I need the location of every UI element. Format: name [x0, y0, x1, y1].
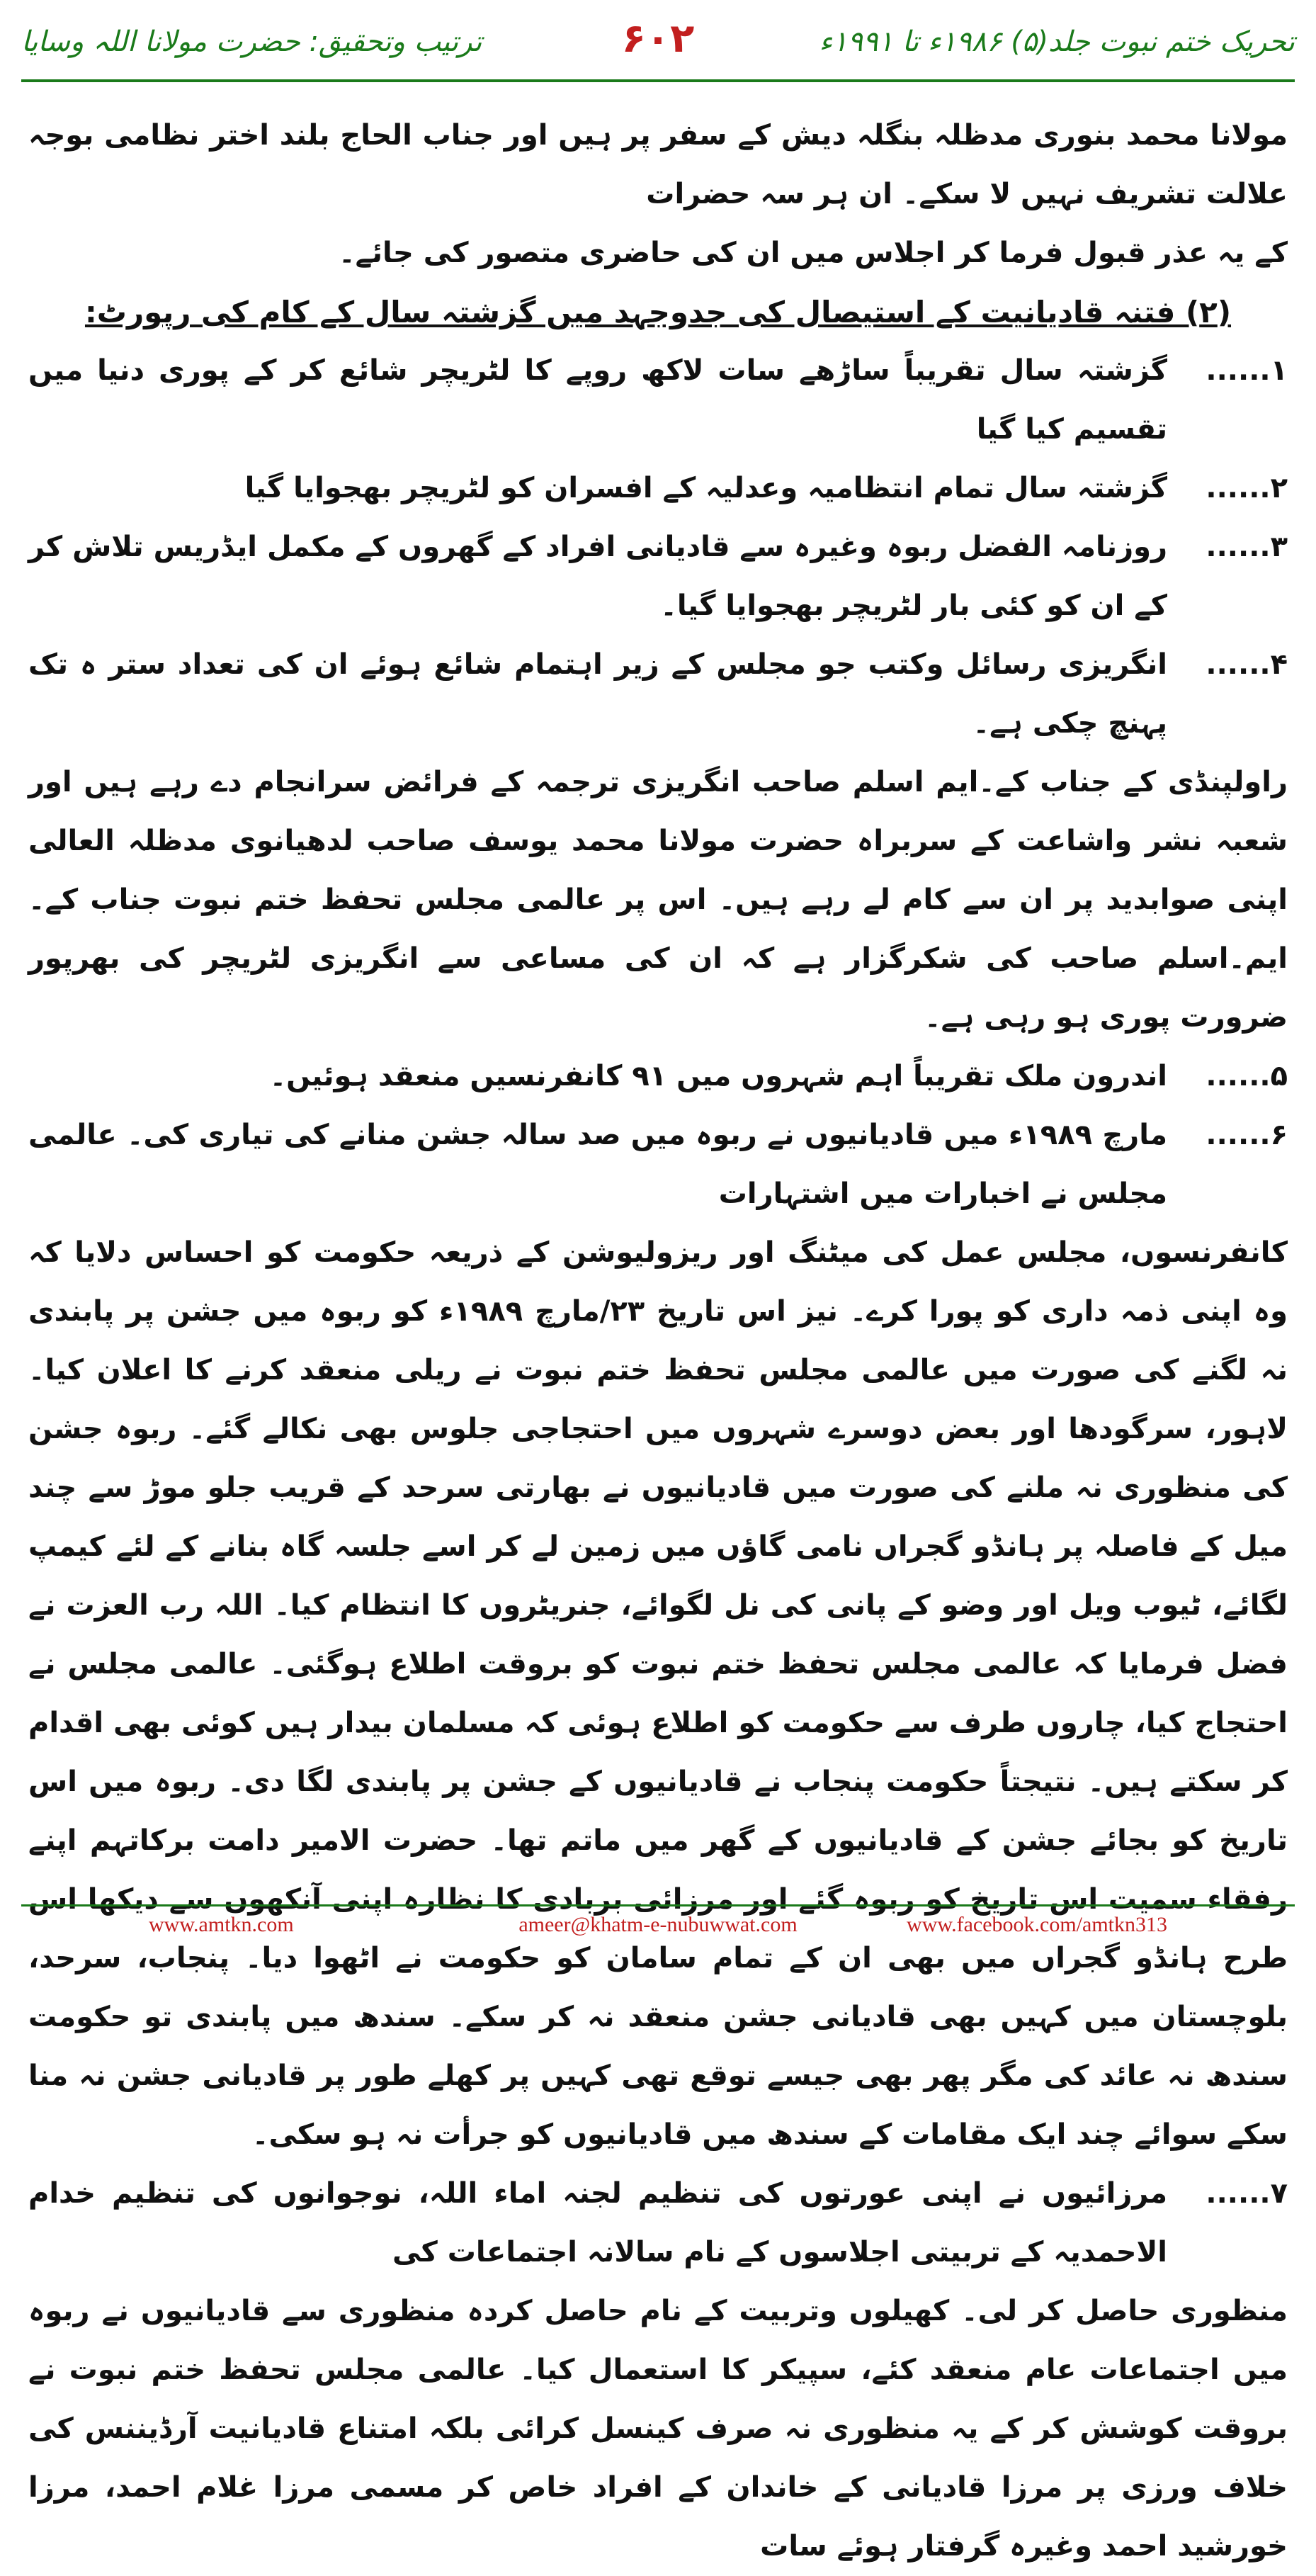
page-footer [21, 1913, 1295, 1948]
item-text: گزشتہ سال تقریباً ساڑھے سات لاکھ روپے کا لٹریچر شائع کر کے پوری دنیا میں تقسیم کیا گیا [28, 354, 1167, 446]
item-text: مارچ ۱۹۸۹ء میں قادیانیوں نے ربوہ میں صد سالہ جشن منانے کی تیاری کی۔ عالمی مجلس نے اخبارات میں اشتہارات [28, 1119, 1167, 1210]
item-text: انگریزی رسائل وکتب جو مجلس کے زیر اہتمام شائع ہوئے ان کی تعداد ستر ہ تک پہنچ چکی ہے۔ [28, 648, 1167, 740]
compiler-credit: ترتیب وتحقیق: حضرت مولانا اللہ وسایا [21, 26, 482, 58]
list-item [28, 1047, 1288, 1106]
item-text: گزشتہ سال تمام انتظامیہ وعدلیہ کے افسران کو لٹریچر بھجوایا گیا [244, 472, 1167, 504]
item-number: ۲...... [1206, 472, 1288, 504]
list-item [28, 459, 1288, 518]
item-number: ۳...... [1206, 531, 1288, 563]
item-number: ۷...... [1206, 2177, 1288, 2210]
list-item [28, 635, 1288, 753]
book-title: تحریک ختم نبوت جلد(۵) ۱۹۸۶ء تا ۱۹۹۱ء [819, 26, 1295, 58]
item-text: روزنامہ الفضل ربوہ وغیرہ سے قادیانی افراد کے گھروں کے مکمل ایڈریس تلاش کر کے ان کو کئی بار لٹریچر بھجوایا گیا۔ [28, 531, 1167, 622]
item-text: مرزائیوں نے اپنی عورتوں کی تنظیم لجنہ اماء اللہ، نوجوانوں کی تنظیم خدام الاحمدیہ کے تربیتی اجلاسوں کے نام سالانہ اجتماعات کی [28, 2177, 1167, 2269]
list-item [28, 518, 1288, 635]
page-number: ۶۰۲ [621, 16, 695, 62]
website-link[interactable]: www.amtkn.com [149, 1913, 294, 1936]
item-number: ۵...... [1206, 1060, 1288, 1092]
list-item [28, 341, 1288, 459]
intro-line-1: مولانا محمد بنوری مدظلہ بنگلہ دیش کے سفر پر ہیں اور جناب الحاج بلند اختر نظامی بوجہ علالت تشریف نہیں لا سکے۔ ان ہر سہ حضرات [28, 119, 1288, 210]
paragraph-rabwah-jashn: کانفرنسوں، مجلس عمل کی میٹنگ اور ریزولیوشن کے ذریعہ حکومت کو احساس دلایا کہ وہ اپنی ذمہ داری کو پورا کرے۔ نیز اس تاریخ ۲۳/مارچ ۱۹۸۹ء کو ربوہ میں جشن پر پابندی نہ لگنے کی صورت میں عالمی مجلس تحفظ ختم نبوت نے ریلی منعقد کرنے کا اعلان کیا۔ لاہور، سرگودھا اور بعض دوسرے شہروں میں احتجاجی جلوس بھی نکالے گئے۔ ربوہ جشن کی منظوری نہ ملنے کی صورت میں قادیانیوں نے بھارتی سرحد کے قریب جلو موڑ سے چند میل کے فاصلہ پر ہانڈو گجراں نامی گاؤں میں زمین لے کر اسے جلسہ گاہ بنانے کے لئے کیمپ لگائے، ٹیوب ویل اور وضو کے پانی کی نل لگوائے، جنریٹروں کا انتظام کیا۔ اللہ رب العزت نے فضل فرمایا کہ عالمی مجلس تحفظ ختم نبوت کو بروقت اطلاع ہوگئی۔ عالمی مجلس نے احتجاج کیا، چاروں طرف سے حکومت کو اطلاع ہوئی کہ مسلمان بیدار ہیں کوئی بھی اقدام کر سکتے ہیں۔ نتیجتاً حکومت پنجاب نے قادیانیوں کے جشن پر پابندی لگا دی۔ ربوہ میں اس تاریخ کو بجائے جشن کے قادیانیوں کے گھر میں ماتم تھا۔ حضرت الامیر دامت برکاتہم اپنے رفقاء سمیت اس تاریخ کو ربوہ گئے اور مرزائی بربادی کا نظارہ اپنی آنکھوں سے دیکھا اس طرح ہانڈو گجراں میں بھی ان کے تمام سامان کو حکومت نے اٹھوا دیا۔ پنجاب، سرحد، بلوچستان میں کہیں بھی قادیانی جشن منعقد نہ کر سکے۔ سندھ میں پابندی تو حکومت سندھ نہ عائد کی مگر پھر بھی جیسے توقع تھی کہیں پر کھلے طور پر قادیانی جشن نہ منا سکے سوائے چند ایک مقامات کے سندھ میں قادیانیوں کو جرأت نہ ہو سکی۔ [28, 1236, 1288, 2151]
section-heading: (۲) فتنہ قادیانیت کے استیصال کی جدوجہد میں گزشتہ سال کے کام کی رپورٹ: [84, 295, 1232, 329]
intro-line-2: کے یہ عذر قبول فرما کر اجلاس میں ان کی حاضری متصور کی جائے۔ [339, 237, 1288, 269]
list-item [28, 2164, 1288, 2282]
paragraph-ijtimaat: منظوری حاصل کر لی۔ کھیلوں وتربیت کے نام حاصل کردہ منظوری سے قادیانیوں نے ربوہ میں اجتماعات عام منعقد کئے، سپیکر کا استعمال کیا۔ عالمی مجلس تحفظ ختم نبوت نے بروقت کوشش کر کے یہ منظوری نہ صرف کینسل کرائی بلکہ امتناع قادیانیت آرڈیننس کی خلاف ورزی پر مرزا قادیانی کے خاندان کے افراد خاص کر مسمی مرزا غلام احمد، مرزا خورشید احمد وغیرہ گرفتار ہوئے سات [28, 2295, 1288, 2563]
item-number: ۱...... [1206, 354, 1288, 387]
item-number: ۶...... [1206, 1119, 1288, 1151]
list-item [28, 1106, 1288, 1224]
item-text: اندرون ملک تقریباً اہم شہروں میں ۹۱ کانفرنسیں منعقد ہوئیں۔ [269, 1060, 1167, 1092]
footer-divider [21, 1904, 1295, 1906]
facebook-link[interactable]: www.facebook.com/amtkn313 [907, 1913, 1167, 1936]
header-divider [21, 79, 1295, 82]
page-header [21, 0, 1295, 81]
email-link[interactable]: ameer@khatm-e-nubuwwat.com [518, 1913, 798, 1936]
item-number: ۴...... [1206, 648, 1288, 681]
paragraph-translation: راولپنڈی کے جناب کے۔ایم اسلم صاحب انگریزی ترجمہ کے فرائض سرانجام دے رہے ہیں اور شعبہ نشر واشاعت کے سربراہ حضرت مولانا محمد یوسف صاحب لدھیانوی مدظلہ العالی اپنی صوابدید پر ان سے کام لے رہے ہیں۔ اس پر عالمی مجلس تحفظ ختم نبوت جناب کے۔ایم۔اسلم صاحب کی شکرگزار ہے کہ ان کی مساعی سے انگریزی لٹریچر کی بھرپور ضرورت پوری ہو رہی ہے۔ [28, 766, 1288, 1034]
